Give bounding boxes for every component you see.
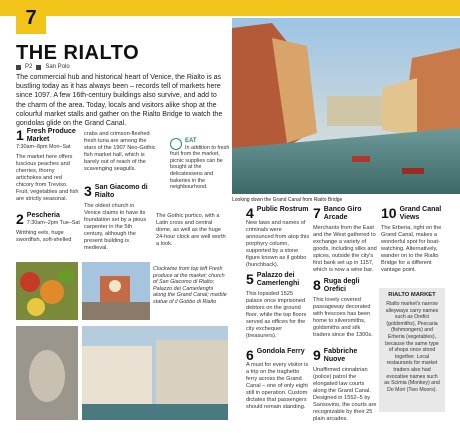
- entry-heading: Fresh Produce Market: [26, 128, 76, 143]
- intro-text: The commercial hub and historical heart of Venice, the Rialto is as bustling today as it has always been – records tell of markets here since 1097. A few 16th-century buildings also survive, and add to the charm of the area. Today, locals and visitors alike shop at the colourful market stalls and gather on the Rialto Bridge to watch the gondolas glide on the Grand Canal.: [16, 74, 223, 128]
- grand-canal-photo: [232, 18, 460, 194]
- eat-tip: [170, 138, 230, 191]
- entry-4: [246, 206, 310, 269]
- entry-hours: 7:30am–8pm Mon–Sat: [16, 144, 71, 150]
- entry-heading: Banco Giro Arcade: [323, 206, 362, 221]
- entry-heading: Palazzo dei Camerlenghi: [256, 272, 300, 287]
- sidebox-heading: RIALTO MARKET: [388, 292, 436, 298]
- entry-9: [313, 348, 377, 423]
- rialto-market-box: [379, 288, 445, 412]
- district-name: San Polo: [45, 64, 70, 70]
- entry-body: The Erberia, right on the Grand Canal, makes a wonderful spot for boat-watching. Alternatively, wander on to the Rialto Bridge for a different vantage point.: [381, 225, 442, 273]
- entry-1: [16, 128, 80, 203]
- entry-heading: Public Rostrum: [256, 206, 309, 213]
- entry-heading: Ruga degli Orefici: [323, 278, 360, 293]
- entry-number: 9: [313, 347, 321, 363]
- entry-body: Writhing eels, huge swordfish, soft-shelled: [16, 230, 72, 243]
- district-icon: [36, 65, 41, 70]
- entry-5: [246, 272, 310, 340]
- eat-label: EAT: [185, 138, 197, 144]
- entry-number: 3: [84, 183, 92, 199]
- photo-caption: Clockwise from top left Fresh produce at the market; church of San Giacomo di Rialto; Palazzo dei Camerlenghi along the Grand Canal; marble statue of il Gobbo di Rialto: [153, 266, 227, 305]
- entry-heading: San Giacomo di Rialto: [94, 184, 148, 199]
- entry-number: 6: [246, 347, 254, 363]
- entry-number: 4: [246, 205, 254, 221]
- main-photo-caption: Looking down the Grand Canal from Rialto Bridge: [232, 197, 343, 203]
- entry-hours: 7:30am–2pm Tue–Sat: [26, 220, 80, 226]
- entry-heading: Gondola Ferry: [256, 348, 305, 355]
- location-line: [16, 64, 70, 70]
- eat-text: In addition to fresh fruit from the market, picnic supplies can be bought at the delicatessens and bakeries in the neighbourhood.: [170, 144, 230, 191]
- top-accent-bar: [0, 0, 460, 16]
- entry-3: [84, 184, 152, 252]
- camerlenghi-photo: [82, 326, 228, 420]
- entry-heading: Grand Canal Views: [399, 206, 442, 221]
- map-ref: P2: [25, 64, 33, 70]
- entry-7: [313, 206, 377, 274]
- market-produce-photo: [16, 262, 78, 320]
- map-pin-icon: [16, 65, 21, 70]
- entry-body: New laws and names of criminals were announced from atop this porphyry column, supported by a stone figure known as il gobbo (hunchback).: [246, 220, 310, 268]
- eat-icon: [170, 138, 182, 150]
- entry-body: Merchants from the East and the West gathered to exchange a variety of goods, including silks and spices, outside the city's first bank set up in 1157, which is now a wine bar.: [313, 225, 377, 273]
- page-number: 7: [16, 2, 46, 34]
- sidebox-body: Rialto market's narrow alleyways carry names such as Orefici (goldsmiths), Pescaria (fishmongers) and Erberia (vegetables), because the same type of shops once stood together. Local restaurants for market traders also had evocative names such as Scimia (Monkey) and Do Mori (Two Moors).: [384, 301, 440, 393]
- entry-body: This lovely covered passageway decorated with frescoes has been home to silversmiths, goldsmiths and silk traders since the 1300s.: [313, 297, 373, 338]
- entry-number: 5: [246, 271, 254, 287]
- entry-8: [313, 278, 377, 339]
- entry-heading: Pescheria: [26, 212, 60, 219]
- entry-body: Unaffirmed cinnabrian (police) patrol the elongated law courts along the Grand Canal. Designed in 1552–5 by Sansovino, the courts are recognizable by their 25 plain arcades.: [313, 367, 377, 422]
- entry-number: 2: [16, 211, 24, 227]
- entry-number: 8: [313, 277, 321, 293]
- entry-10: [381, 206, 447, 274]
- gothic-text: The Gothic portico, with a Latin cross and central dome, as well as the huge 24-hour clock are well worth a look.: [156, 213, 226, 247]
- entry-number: 7: [313, 205, 321, 221]
- entry-2: [16, 212, 80, 244]
- entry-body: The market here offers luscious peaches and cherries, thorny artichokes and red chicory from Treviso. Fruit, vegetables and fish are strictly seasonal.: [16, 154, 79, 202]
- entry-body: A must for every visitor is a trip on the traghetto ferry across the Grand Canal – one of only eight still in operation. Custom dictates that passengers should remain standing.: [246, 362, 309, 410]
- gobbo-statue-photo: [16, 326, 78, 420]
- entry-number: 10: [381, 205, 397, 221]
- entry-number: 1: [16, 127, 24, 143]
- pescheria-continued: crabs and crimson-fleshed fresh tuna are among the stars of the 1907 Neo-Gothic fish market hall, which is barely out of reach of the scavenging seagulls.: [84, 131, 156, 172]
- entry-6: [246, 348, 310, 411]
- entry-heading: Fabbriche Nuove: [323, 348, 358, 363]
- page-title: THE RIALTO: [16, 42, 140, 64]
- entry-body: This lopsided 1525 palace once imprisoned debtors on the ground floor, while the top floors served as offices for the city exchequer (treasurers).: [246, 291, 307, 339]
- entry-body: The oldest church in Venice claims to have its foundation set by a pious carpenter in the 5th century, although the present building is medieval.: [84, 203, 147, 251]
- grand-canal-illustration: [232, 18, 460, 194]
- san-giacomo-photo: [82, 262, 150, 320]
